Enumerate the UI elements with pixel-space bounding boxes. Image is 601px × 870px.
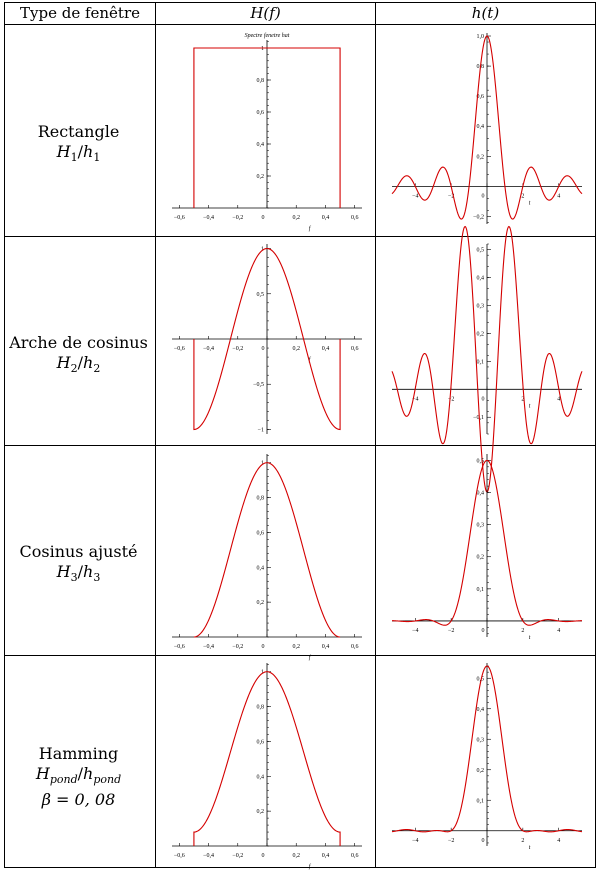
y-tick-label: 0,4 xyxy=(256,774,264,781)
x-tick-label: 2 xyxy=(521,193,525,200)
x-tick-label: −0,6 xyxy=(173,853,185,859)
header-ht: h(t) xyxy=(471,4,500,22)
x-tick-label: 2 xyxy=(521,627,525,634)
plot-h2 xyxy=(392,227,582,492)
y-tick-label: −1 xyxy=(257,427,264,434)
y-tick-label: 0,5 xyxy=(256,291,264,298)
y-tick-label: 0,3 xyxy=(476,303,484,310)
x-tick-label: −0,4 xyxy=(203,853,214,859)
x-tick-label: 0,6 xyxy=(350,853,359,859)
y-tick-label: 0,3 xyxy=(476,522,484,529)
axis-label: f xyxy=(308,655,311,661)
axis-label: t xyxy=(528,844,531,851)
header-Hf: H(f) xyxy=(250,4,281,22)
x-tick-label: 4 xyxy=(557,627,561,634)
y-tick-label: 0,8 xyxy=(256,704,264,711)
axis-label: f xyxy=(308,226,311,232)
x-tick-label: −2 xyxy=(447,396,455,403)
y-tick-label: 0,4 xyxy=(256,565,264,572)
y-tick-label: 0,6 xyxy=(256,110,264,116)
y-tick-label: 0,1 xyxy=(476,586,484,593)
x-tick-label: 4 xyxy=(557,837,561,844)
plot-H4 xyxy=(172,663,362,870)
y-tick-label: 0,2 xyxy=(476,154,484,161)
x-tick-label: 4 xyxy=(557,396,561,403)
plot-title: Spectre fenetre hat xyxy=(244,33,290,39)
y-tick-label: 0,3 xyxy=(476,737,484,744)
axis-label: t xyxy=(528,403,531,410)
y-tick-label: 0,4 xyxy=(476,490,484,497)
x-tick-label: −4 xyxy=(412,396,419,403)
y-tick-label: 0,4 xyxy=(476,706,484,713)
x-tick-label: 2 xyxy=(521,396,525,403)
y-tick-label: 0,4 xyxy=(476,124,484,131)
x-tick-label: 0 xyxy=(481,837,485,844)
x-tick-label: 2 xyxy=(521,837,525,844)
x-tick-label: −0,6 xyxy=(173,644,185,650)
y-tick-label: 0,1 xyxy=(476,359,484,366)
y-tick-label: 0,8 xyxy=(256,78,264,84)
axis-label: f xyxy=(308,864,311,870)
y-tick-label: 0,8 xyxy=(476,64,484,71)
y-tick-label: 0,2 xyxy=(476,331,484,338)
x-tick-label: −0,2 xyxy=(232,346,244,352)
y-tick-label: 0,4 xyxy=(476,275,484,282)
x-tick-label: 0,4 xyxy=(321,346,330,352)
x-tick-label: −0,6 xyxy=(173,346,185,352)
x-tick-label: 4 xyxy=(557,193,561,200)
y-tick-label: 0,2 xyxy=(256,174,264,180)
axis-label: t xyxy=(528,200,531,207)
x-tick-label: 0 xyxy=(261,853,265,859)
x-tick-label: −0,2 xyxy=(232,644,244,650)
x-tick-label: 0 xyxy=(261,644,265,650)
x-tick-label: −2 xyxy=(447,193,455,200)
x-tick-label: −0,2 xyxy=(232,215,244,221)
x-tick-label: 0,2 xyxy=(292,346,300,352)
y-tick-label: 1 xyxy=(261,46,264,52)
x-tick-label: −4 xyxy=(412,193,419,200)
x-tick-label: 0,6 xyxy=(350,215,359,221)
x-tick-label: 0 xyxy=(261,346,265,352)
y-tick-label: −0,1 xyxy=(473,415,484,422)
x-tick-label: 0,4 xyxy=(321,853,330,859)
header-window-type: Type de fenêtre xyxy=(19,4,140,22)
x-tick-label: 0 xyxy=(261,215,265,221)
row-label-cosine-arch: Arche de cosinus $H_2/h_2$ xyxy=(9,333,148,376)
y-tick-label: 0,2 xyxy=(256,600,264,607)
row-label-adjusted-cosine: Cosinus ajusté $H_3/h_3$ xyxy=(19,542,138,585)
axis-label: t xyxy=(528,634,531,641)
y-tick-label: 0,5 xyxy=(476,458,484,465)
y-tick-label: 0,2 xyxy=(476,767,484,774)
x-tick-label: −0,6 xyxy=(173,215,185,221)
y-tick-label: 0,6 xyxy=(256,530,264,537)
y-tick-label: 0,5 xyxy=(476,676,484,683)
x-tick-label: 0,2 xyxy=(292,644,300,650)
y-tick-label: 0,1 xyxy=(476,798,484,805)
x-tick-label: −0,4 xyxy=(203,644,214,650)
x-tick-label: −2 xyxy=(447,627,455,634)
plot-h3 xyxy=(392,454,582,641)
x-tick-label: −4 xyxy=(412,627,419,634)
x-tick-label: −0,4 xyxy=(203,215,214,221)
y-tick-label: 1 xyxy=(261,246,264,253)
y-tick-label: −0,5 xyxy=(253,382,264,389)
y-tick-label: 0,5 xyxy=(476,247,484,254)
x-tick-label: −0,2 xyxy=(232,853,244,859)
plot-H2 xyxy=(172,244,362,434)
x-tick-label: 0 xyxy=(481,627,485,634)
plot-H1 xyxy=(172,32,362,232)
y-tick-label: 0,2 xyxy=(256,809,264,816)
x-tick-label: 0,6 xyxy=(350,346,359,352)
y-tick-label: 0,8 xyxy=(256,495,264,502)
row-label-rectangle: Rectangle $H_1/h_1$ xyxy=(37,122,120,165)
x-tick-label: 0,6 xyxy=(350,644,359,650)
x-tick-label: 0 xyxy=(481,396,485,403)
x-tick-label: 0,4 xyxy=(321,215,330,221)
x-tick-label: 0,2 xyxy=(292,215,300,221)
x-tick-label: −4 xyxy=(412,837,419,844)
x-tick-label: 0,2 xyxy=(292,853,300,859)
x-tick-label: 0 xyxy=(481,193,485,200)
axis-label: f xyxy=(308,357,311,363)
y-tick-label: 1 xyxy=(261,669,264,676)
y-tick-label: 0,6 xyxy=(256,739,264,746)
plot-H3 xyxy=(172,454,362,661)
y-tick-label: 0,6 xyxy=(476,94,484,101)
y-tick-label: −0,2 xyxy=(473,214,484,221)
x-tick-label: −2 xyxy=(447,837,455,844)
y-tick-label: 0,4 xyxy=(256,142,264,148)
row-label-hamming: Hamming $H_{pond}/h_{pond}$ β = 0, 08 xyxy=(35,744,122,810)
plot-h4 xyxy=(392,663,582,851)
x-tick-label: −0,4 xyxy=(203,346,214,352)
x-tick-label: 0,4 xyxy=(321,644,330,650)
plot-h1 xyxy=(392,33,582,224)
y-tick-label: 1 xyxy=(261,460,264,467)
y-tick-label: 1,0 xyxy=(476,34,484,41)
y-tick-label: 0,2 xyxy=(476,554,484,561)
